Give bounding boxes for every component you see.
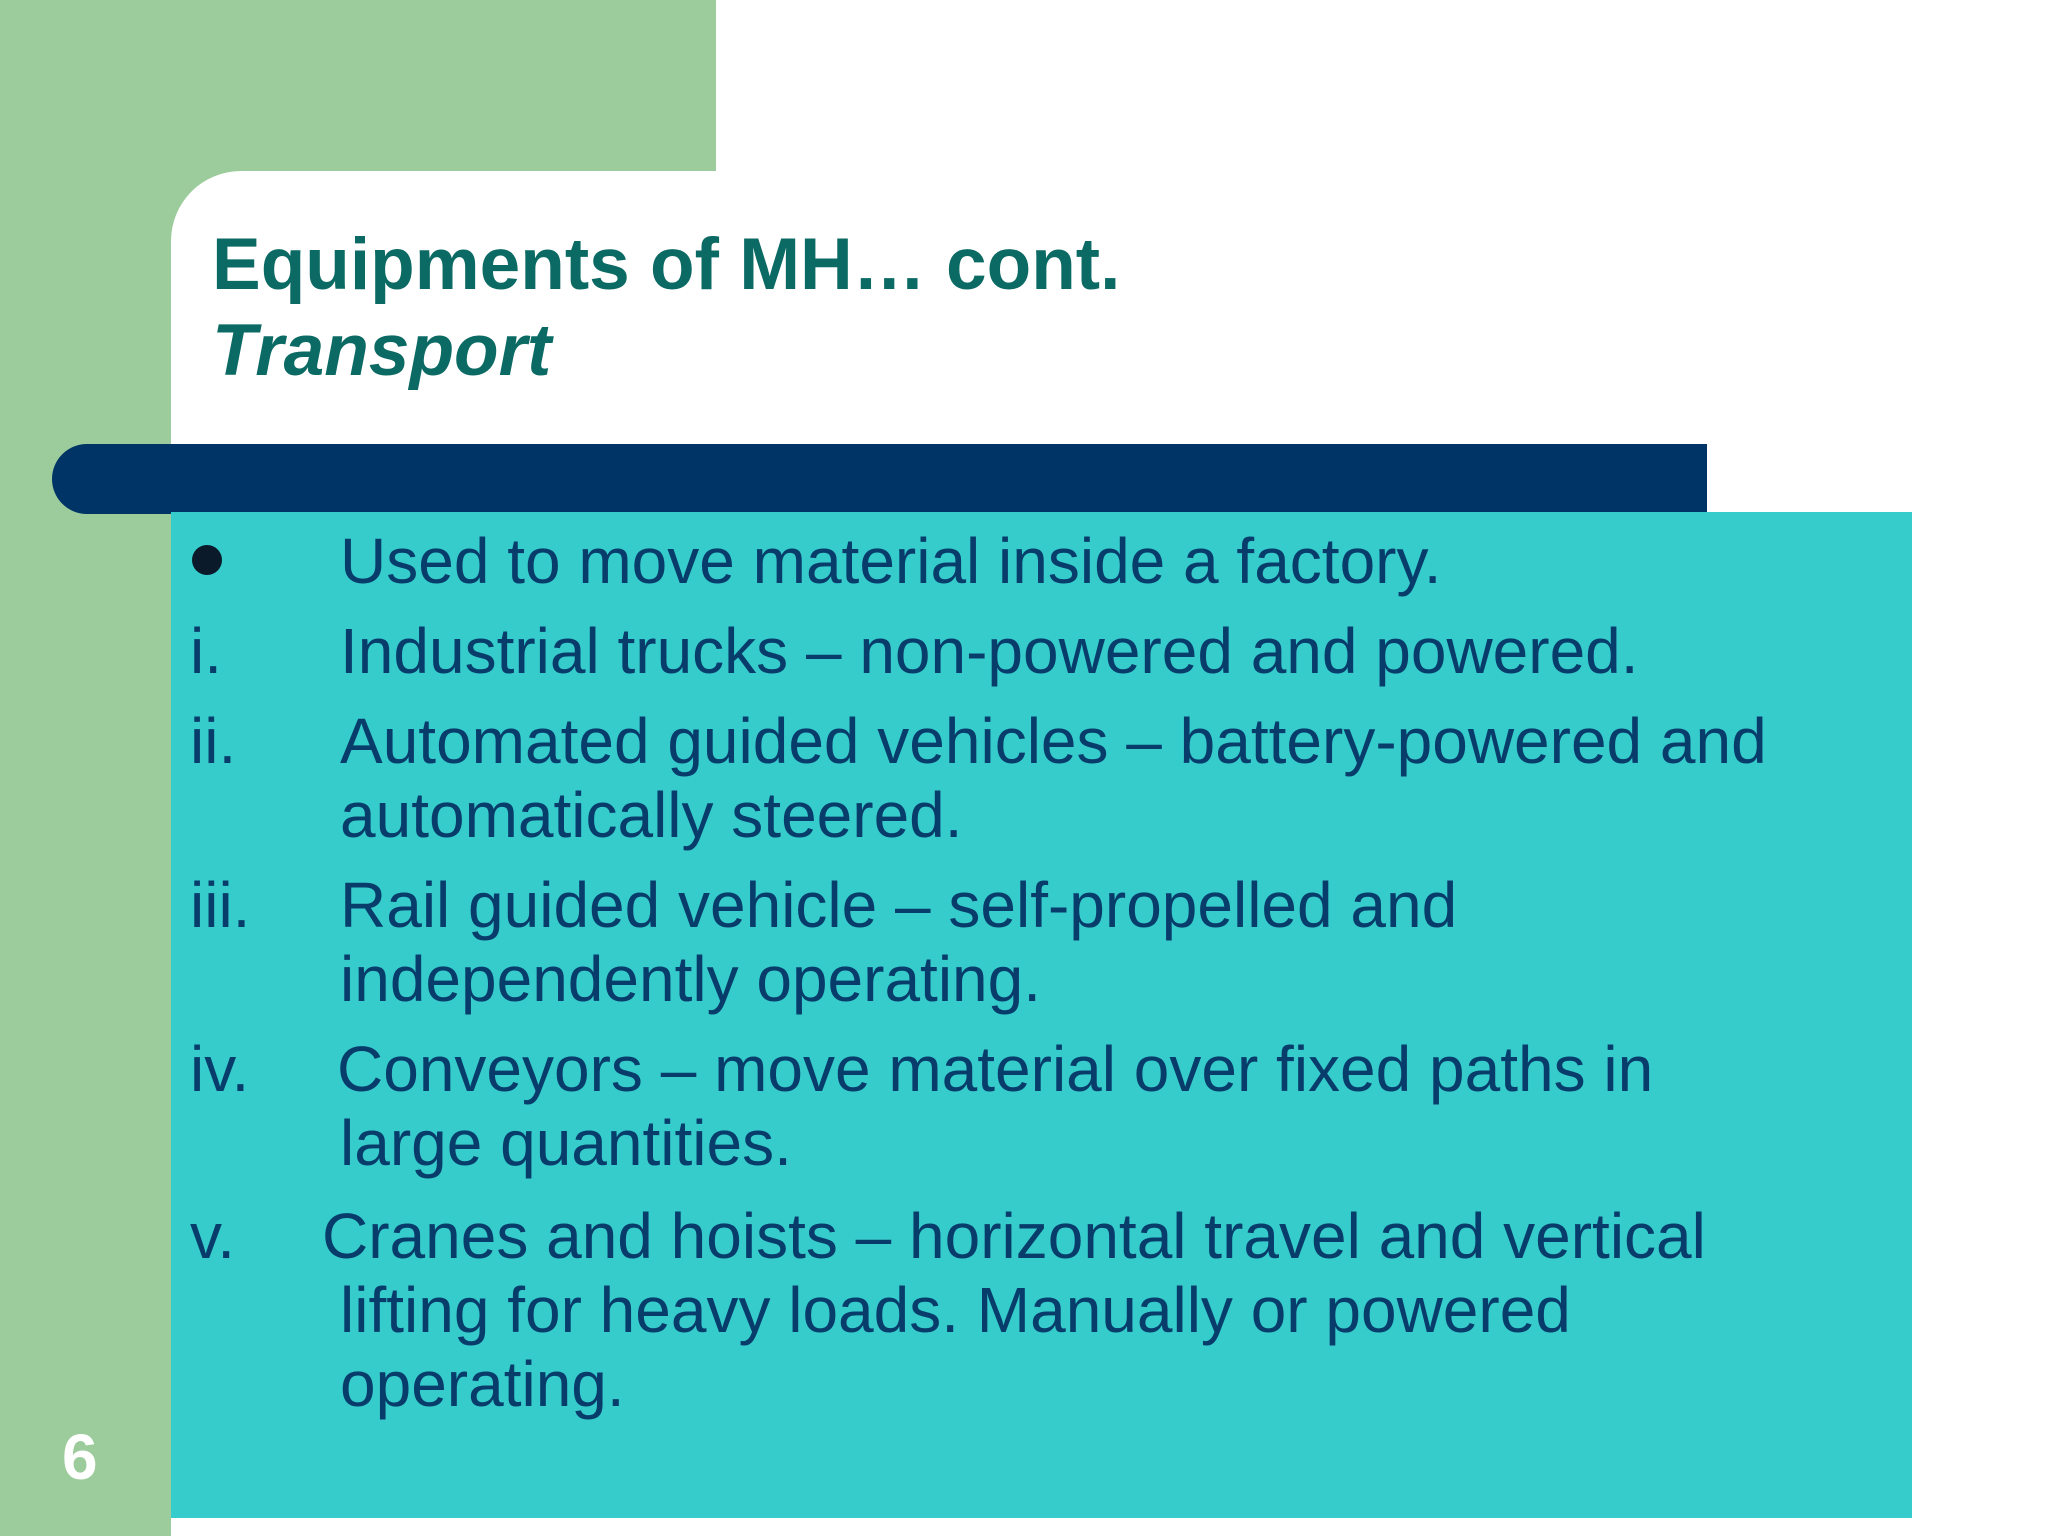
list-item <box>190 524 1890 604</box>
list-item-line: Cranes and hoists – horizontal travel and vertical <box>322 1200 1706 1272</box>
list-item-line: operating. <box>340 1348 625 1420</box>
list-item-line: Rail guided vehicle – self-propelled and <box>340 869 1458 941</box>
list-marker: iii. <box>190 869 251 941</box>
list-item-line: large quantities. <box>340 1107 792 1179</box>
list-marker: i. <box>190 615 222 687</box>
list-item-line: Used to move material inside a factory. <box>340 525 1442 597</box>
slide-title: Equipments of MH… cont. <box>212 224 1121 305</box>
list-item <box>190 614 1890 694</box>
page-number: 6 <box>62 1421 98 1493</box>
navy-divider-bar <box>52 444 1707 514</box>
list-item-line: Conveyors – move material over fixed paths in <box>337 1033 1654 1105</box>
list-item-line: Industrial trucks – non-powered and powered. <box>340 615 1639 687</box>
list-item-line: automatically steered. <box>340 779 963 851</box>
list-item-line: independently operating. <box>340 943 1041 1015</box>
list-item <box>190 868 1890 1022</box>
list-item <box>190 1032 1890 1186</box>
list-item-line: lifting for heavy loads. Manually or powered <box>340 1274 1571 1346</box>
list-item <box>190 704 1890 858</box>
list-marker: ii. <box>190 705 237 777</box>
list-item <box>190 1199 1890 1429</box>
list-item-line: Automated guided vehicles – battery-powered and <box>340 705 1767 777</box>
list-marker: v. <box>190 1200 236 1272</box>
list-marker: iv. <box>190 1033 250 1105</box>
title-block <box>212 222 1712 394</box>
slide-subtitle: Transport <box>212 310 552 391</box>
bullet-dot-icon <box>192 545 222 575</box>
